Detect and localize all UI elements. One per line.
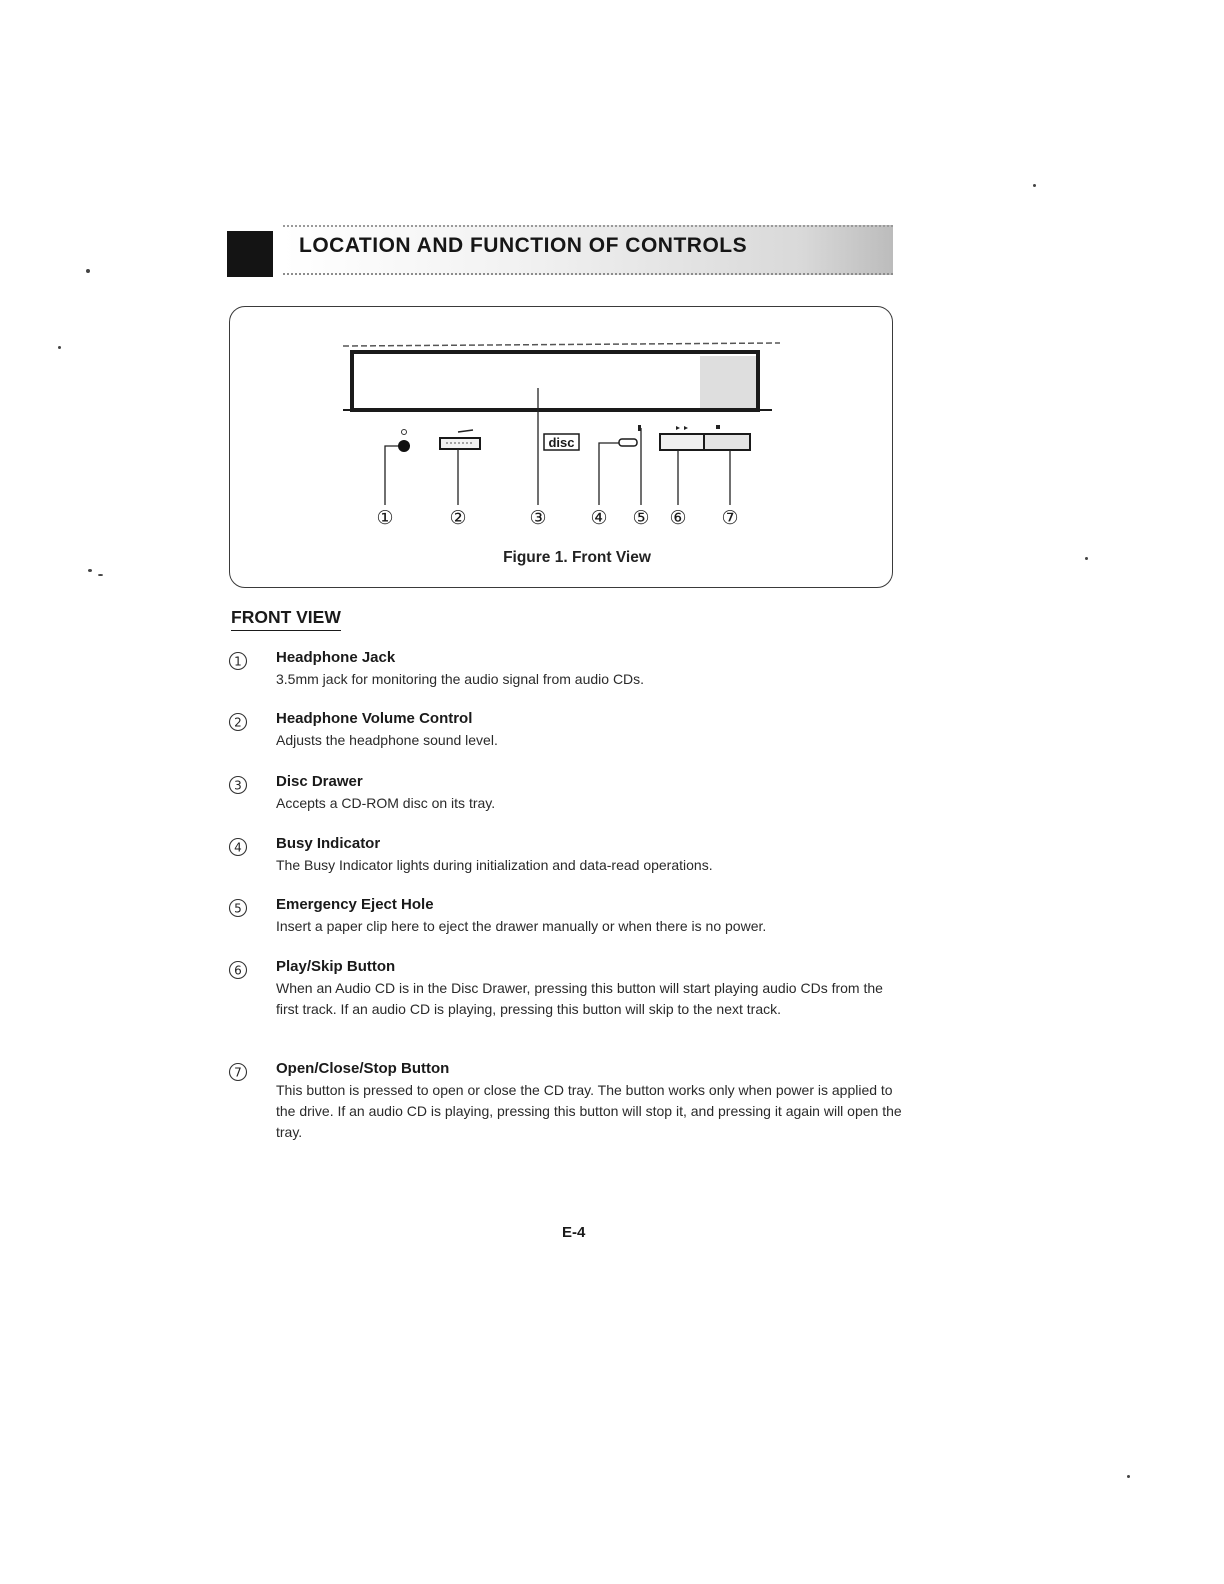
- item-description: Adjusts the headphone sound level.: [276, 732, 498, 748]
- svg-text:4: 4: [234, 840, 242, 855]
- callout-number-7: ⑦: [721, 507, 739, 529]
- item-number-circle: [226, 1060, 250, 1084]
- scan-speck: [86, 269, 90, 273]
- page-title: LOCATION AND FUNCTION OF CONTROLS: [299, 234, 748, 257]
- item-title: Headphone Jack: [276, 649, 396, 666]
- eject-hole-shape: [638, 425, 641, 431]
- item-description: Accepts a CD-ROM disc on its tray.: [276, 795, 496, 811]
- drive-top-edge: [343, 343, 780, 346]
- item-description: The Busy Indicator lights during initialization and data-read operations.: [276, 857, 713, 873]
- front-view-diagram: [0, 0, 1224, 600]
- callout-number-6: ⑥: [669, 507, 687, 529]
- item-title: Emergency Eject Hole: [276, 896, 434, 913]
- item-number-circle: [226, 896, 250, 920]
- callout-number-3: ③: [529, 507, 547, 529]
- page-number: E-4: [562, 1224, 586, 1241]
- scan-speck: [58, 346, 61, 349]
- callout-number-2: ②: [449, 507, 467, 529]
- scan-speck: [1127, 1475, 1130, 1478]
- item-number-circle: [226, 773, 250, 797]
- scan-speck: [88, 569, 92, 572]
- item-title: Open/Close/Stop Button: [276, 1060, 450, 1077]
- callout-line-1: [385, 446, 398, 505]
- callout-number-1: ①: [376, 507, 394, 529]
- item-title: Play/Skip Button: [276, 958, 396, 975]
- stop-icon: [716, 425, 720, 429]
- callout-number-4: ④: [590, 507, 608, 529]
- figure-caption: Figure 1. Front View: [503, 549, 651, 566]
- item-description: This button is pressed to open or close the CD tray. The button works only when power is applied to the drive. If an audio CD is playing, pressing this button will stop it, and pressing it again will open the tray.: [276, 1082, 902, 1140]
- item-title: Disc Drawer: [276, 773, 363, 790]
- headphone-jack-shape: [398, 440, 410, 452]
- play-skip-button-shape: [660, 434, 704, 450]
- section-title: FRONT VIEW: [231, 607, 341, 631]
- headphone-icon: [402, 430, 407, 435]
- item-title: Headphone Volume Control: [276, 710, 473, 727]
- play-icon: [676, 426, 680, 430]
- callout-number-5: ⑤: [632, 507, 650, 529]
- item-number-circle: [226, 958, 250, 982]
- item-description: Insert a paper clip here to eject the drawer manually or when there is no power.: [276, 918, 767, 934]
- item-number-circle: [226, 835, 250, 859]
- open-close-button-shape: [704, 434, 750, 450]
- item-description: When an Audio CD is in the Disc Drawer, pressing this button will start playing audio CDs from the first track. If an audio CD is playing, pressing this button will skip to the next track.: [276, 980, 883, 1017]
- scan-speck: [1085, 557, 1088, 560]
- volume-control-mark: [458, 430, 473, 432]
- drawer-shading: [700, 356, 756, 408]
- item-title: Busy Indicator: [276, 835, 381, 852]
- svg-text:2: 2: [234, 715, 242, 730]
- item-number-circle: [226, 710, 250, 734]
- svg-text:6: 6: [234, 963, 242, 978]
- disc-drawer-shape: [352, 352, 758, 410]
- svg-text:1: 1: [234, 654, 242, 669]
- skip-icon: [684, 426, 688, 430]
- item-number-circle: [226, 649, 250, 673]
- item-description: 3.5mm jack for monitoring the audio signal from audio CDs.: [276, 671, 645, 687]
- disc-logo: disc: [548, 435, 575, 450]
- callout-line-4: [599, 443, 619, 505]
- svg-text:7: 7: [234, 1065, 242, 1080]
- busy-indicator-shape: [619, 439, 637, 446]
- svg-text:3: 3: [234, 778, 242, 793]
- svg-text:5: 5: [234, 901, 242, 916]
- scan-speck: [98, 574, 103, 576]
- scan-speck: [1033, 184, 1036, 187]
